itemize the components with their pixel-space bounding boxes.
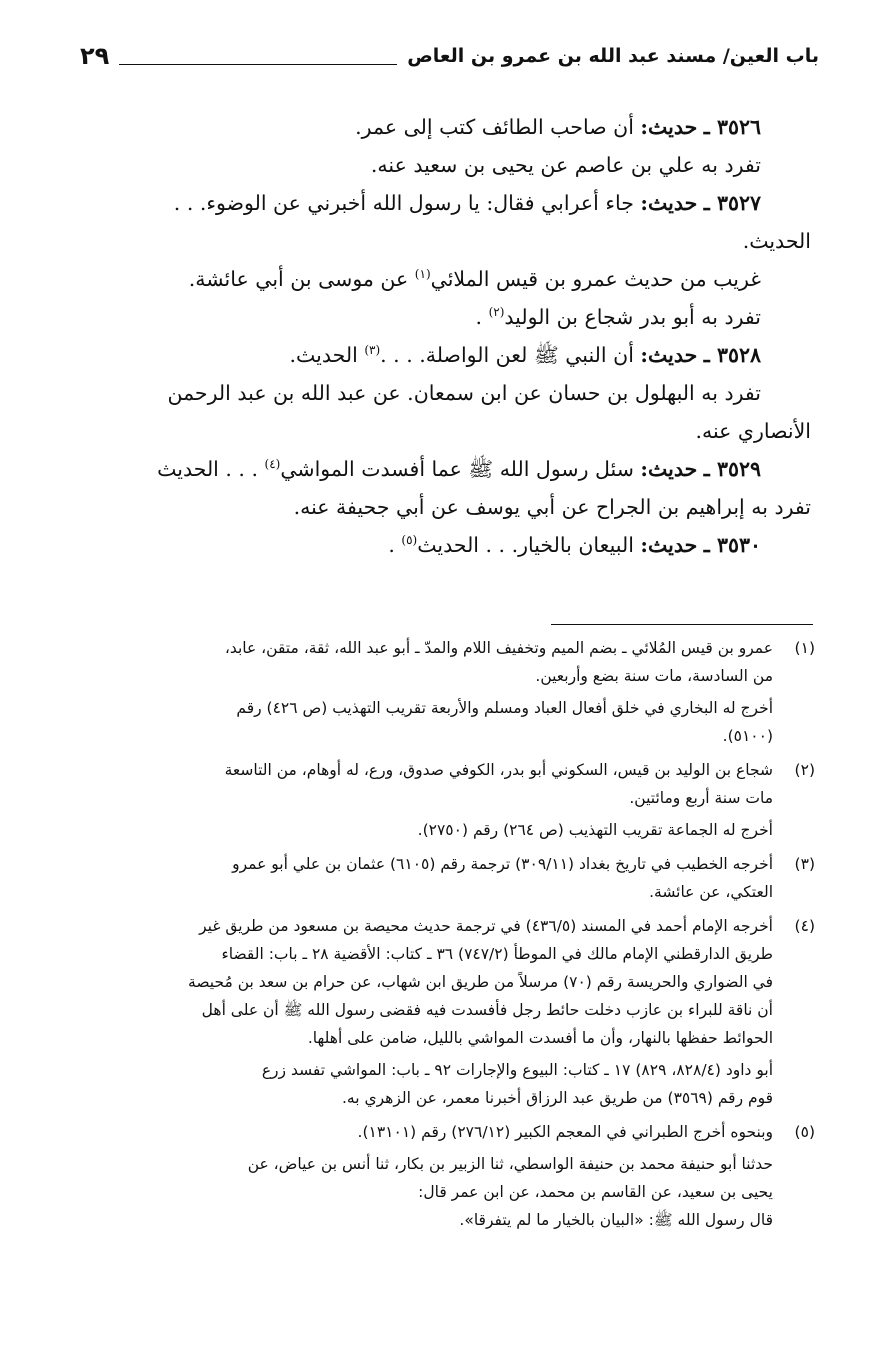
line-text: جاء أعرابي فقال: يا رسول الله أخبرني عن الوضوء. . . [173,191,634,215]
footnote-line: عمرو بن قيس المُلائي ـ بضم الميم وتخفيف اللام والمدّ ـ أبو عبد الله، ثقة، متقن، عابد، [224,639,773,657]
footnote [78,850,815,906]
footnote-line: مات سنة أربع ومائتين. [629,789,773,807]
line-text: غريب من حديث عمرو بن قيس الملائي [430,267,761,291]
footnote-body [78,634,773,750]
hadith-number: ٣٥٢٦ ـ [703,115,761,139]
line-text: الحديث. [742,229,811,253]
footnote-ref: (٥) [401,533,418,548]
hadith-keyword: حديث: [640,191,698,215]
footnote-line: وبنحوه أخرج الطبراني في المعجم الكبير (٢٧٦/١٢) رقم (١٣١٠١). [357,1123,773,1141]
line-text: سئل رسول الله ﷺ عما أفسدت المواشي [280,457,634,481]
main-text [80,108,811,564]
hadith-number: ٣٥٢٧ ـ [703,191,761,215]
footnote-number: (٣) [794,855,815,873]
footnote-body [78,850,773,906]
text-line [80,108,811,146]
footnote-body [78,912,773,1112]
footnote-line: طريق الدارقطني الإمام مالك في الموطأ (٧٤٧/٢) ٣٦ ـ كتاب: الأقضية ٢٨ ـ باب: القضاء [221,945,773,963]
footnote [78,1118,815,1234]
footnote-line: يحيى بن سعيد، عن القاسم بن محمد، عن ابن عمر قال: [418,1183,773,1201]
header-rule [119,64,397,65]
footnote-line: في الضواري والحريسة رقم (٧٠) مرسلاً من طريق ابن شهاب، عن حرام بن سعد بن مُحيصة [188,973,773,991]
footnote-line: حدثنا أبو حنيفة محمد بن حنيفة الواسطي، ثنا الزبير بن بكار، ثنا أنس بن عياض، عن [247,1155,773,1173]
footnote [78,634,815,750]
text-line [80,184,811,222]
text-line [80,526,811,564]
line-text: البيعان بالخيار. . . الحديث [417,533,634,557]
footnote-separator [551,624,813,625]
footnote-line: العتكي، عن عائشة. [649,883,773,901]
footnote-line: (٥١٠٠). [722,727,773,745]
footnote [78,912,815,1112]
hadith-keyword: حديث: [640,457,698,481]
line-text: تفرد به علي بن عاصم عن يحيى بن سعيد عنه. [370,153,761,177]
text-line [80,374,811,412]
footnote-number: (٥) [794,1123,815,1141]
footnote-line: قوم رقم (٣٥٦٩) من طريق عبد الرزاق أخبرنا معمر، عن الزهري به. [341,1089,773,1107]
line-text-tail: . [475,305,483,329]
line-text-tail: الحديث. [289,343,358,367]
text-line [80,298,811,336]
text-line [80,450,811,488]
line-text-tail: . . . الحديث [157,457,258,481]
text-line [80,488,811,526]
footnote-line: قال رسول الله ﷺ: «البيان بالخيار ما لم يتفرقا». [459,1211,773,1229]
footnote-ref: (٤) [264,457,281,472]
footnote-line: أخرج له الجماعة تقريب التهذيب (ص ٢٦٤) رقم (٢٧٥٠). [417,821,773,839]
hadith-number: ٣٥٢٩ ـ [703,457,761,481]
footnote-ref: (٣) [364,343,381,358]
footnote [78,756,815,844]
footnote-line: الحوائط حفظها بالنهار، وأن ما أفسدت المواشي بالليل، ضامن على أهلها. [307,1029,773,1047]
footnote-number: (٤) [794,917,815,935]
footnote-line: أخرجه الإمام أحمد في المسند (٤٣٦/٥) في ترجمة حديث محيصة بن مسعود من طريق غير [199,917,773,935]
footnote-ref: (٢) [488,305,505,320]
text-line [80,412,811,450]
footnote-body [78,756,773,844]
text-line [80,146,811,184]
footnote-ref: (١) [414,267,431,282]
line-text: أن صاحب الطائف كتب إلى عمر. [355,115,634,139]
line-text: تفرد به البهلول بن حسان عن ابن سمعان. عن عبد الله بن عبد الرحمن [167,381,761,405]
footnote-line: أبو داود (٨٢٨/٤، ٨٢٩) ١٧ ـ كتاب: البيوع والإجارات ٩٢ ـ باب: المواشي تفسد زرع [261,1061,773,1079]
text-line [80,260,811,298]
footnote-line: شجاع بن الوليد بن قيس، السكوني أبو بدر، الكوفي صدوق، ورع، له أوهام، من التاسعة [224,761,773,779]
line-text-tail: . [388,533,395,557]
running-header [80,36,819,76]
hadith-number: ٣٥٢٨ ـ [703,343,761,367]
line-text: تفرد به إبراهيم بن الجراح عن أبي يوسف عن أبي جحيفة عنه. [293,495,811,519]
hadith-keyword: حديث: [640,343,698,367]
footnote-number: (١) [794,639,815,657]
hadith-number: ٣٥٣٠ ـ [703,533,761,557]
header-title: باب العين/ مسند عبد الله بن عمرو بن العاص [407,45,819,67]
text-line [80,336,811,374]
page-number: ٢٩ [80,42,110,70]
footnote-line: أخرج له البخاري في خلق أفعال العباد ومسلم والأربعة تقريب التهذيب (ص ٤٢٦) رقم [236,699,773,717]
hadith-keyword: حديث: [640,533,698,557]
footnote-line: من السادسة، مات سنة بضع وأربعين. [535,667,773,685]
footnote-body [78,1118,773,1234]
hadith-keyword: حديث: [640,115,698,139]
line-text: أن النبي ﷺ لعن الواصلة. . . . [380,343,634,367]
footnote-line: أن ناقة للبراء بن عازب دخلت حائط رجل فأفسدت فيه فقضى رسول الله ﷺ أن على أهل [201,1001,773,1019]
text-line [80,222,811,260]
line-text: الأنصاري عنه. [695,419,811,443]
footnote-number: (٢) [794,761,815,779]
footnotes [78,634,815,1240]
footnote-line: أخرجه الخطيب في تاريخ بغداد (٣٠٩/١١) ترجمة رقم (٦١٠٥) عثمان بن علي أبو عمرو [232,855,773,873]
line-text: تفرد به أبو بدر شجاع بن الوليد [504,305,761,329]
line-text-tail: عن موسى بن أبي عائشة. [188,267,409,291]
